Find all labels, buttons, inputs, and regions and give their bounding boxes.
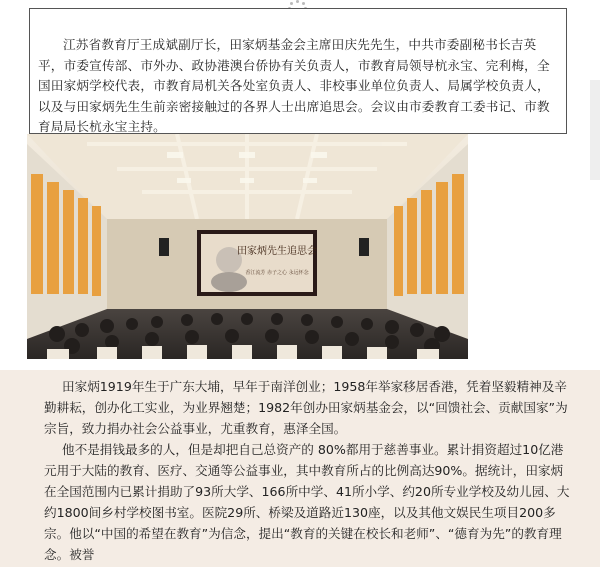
right-edge — [590, 80, 600, 180]
screen-title: 田家炳先生追思会 — [237, 246, 317, 257]
intro-paragraph: 江苏省教育厅王成斌副厅长，田家炳基金会主席田庆先先生，中共市委副秘书长吉英平，市委宣传部、市外办、政协港澳台侨协有关负责人，市教育局领导杭永宝、完利梅，全国田家炳学校代表，市教育局机关各处室负责人、非校事业单位负责人、局属学校负责人，以及与田家炳先生生前亲密接触过的各界人士出席追思会。会议由市委教育工委书记、市教育局局长杭永宝主持。 — [38, 37, 550, 134]
paragraph-2: 他不是捐钱最多的人，但是却把自己总资产的 80%都用于慈善事业。累计捐资超过10亿港元用于大陆的教育、医疗、交通等公益事业，其中教育所占的比例高达90%。据统计，田家炳在全国范围内已累计捐助了93所大学、166所中学、41所小学、约20所专业学校及幼儿园、大约1800间乡村学校图书室。医院29所、桥梁及道路近130座，以及其他文娱民生项目200多宗。他以“中国的希望在教育”为信念，提出“教育的关键在校长和老师”、“德育为先”的教育理念。被誉 — [44, 442, 570, 562]
paragraph-1: 田家炳1919年生于广东大埔，早年于南洋创业；1958年举家移居香港，凭着坚毅精神及辛勤耕耘，创办化工实业，为业界翘楚；1982年创办田家炳基金会，以“回馈社会、贡献国家”为宗旨，致力捐办社会公益事业，尤重教育，惠泽全国。 — [44, 379, 568, 436]
screen-caption: 香江流芳 赤子之心 永远怀念 — [245, 270, 309, 276]
event-photo — [27, 134, 468, 359]
body-text — [0, 370, 600, 567]
intro-box — [29, 8, 567, 134]
